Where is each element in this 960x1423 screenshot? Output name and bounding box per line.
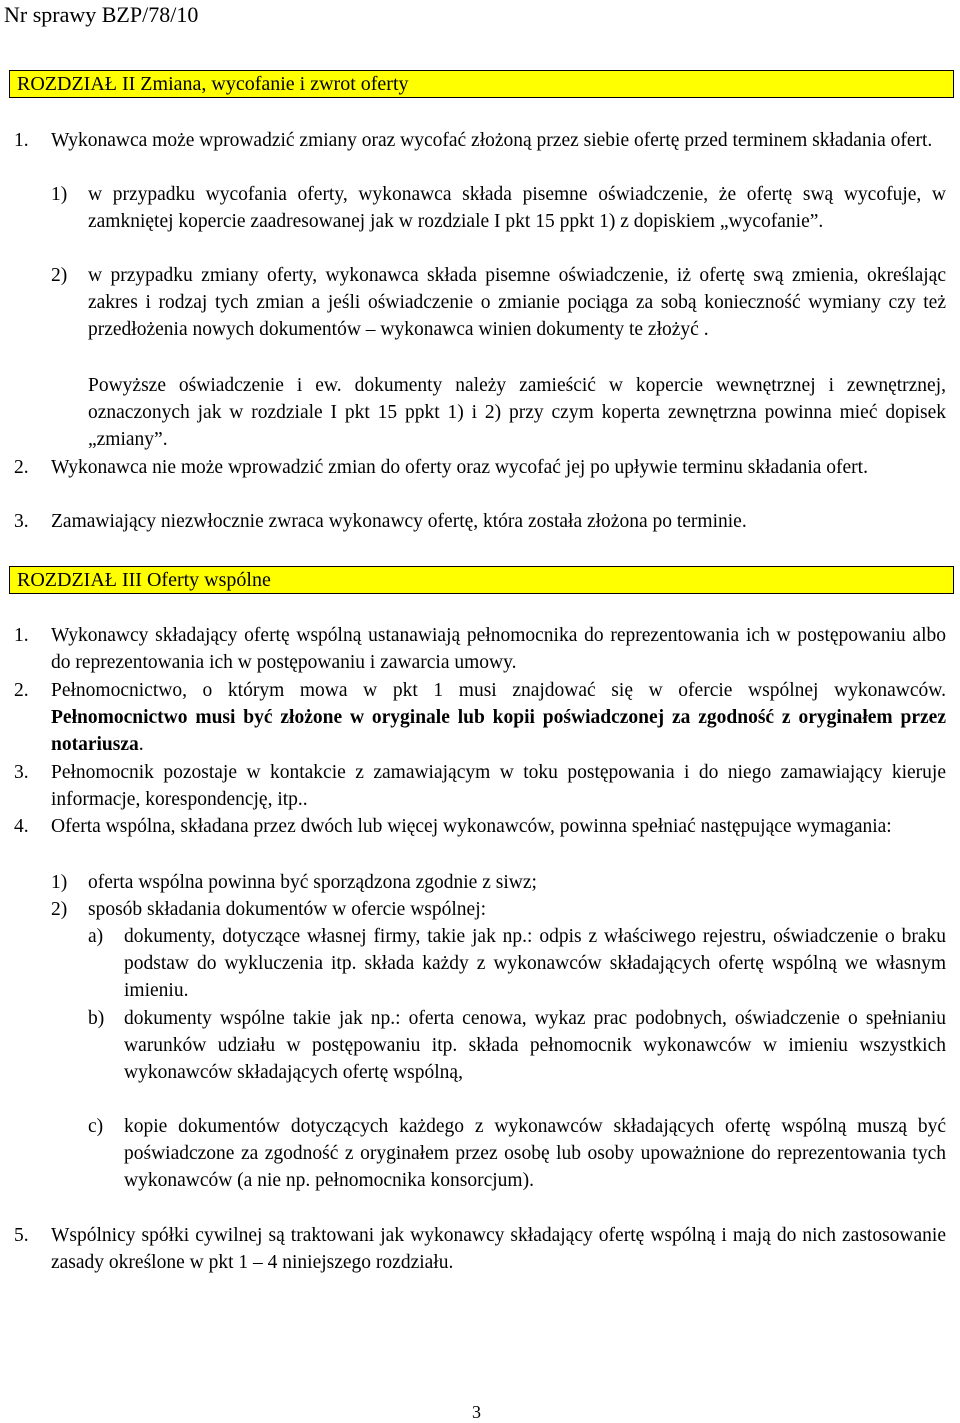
paragraph: Zamawiający niezwłocznie zwraca wykonawcy ofertę, która została złożona po terminie. [51, 511, 747, 532]
paragraph: Wykonawcy składający ofertę wspólną ustanawiają pełnomocnika do reprezentowania ich w postępowaniu albo do reprezentowania ich w postępowaniu i zawarcia umowy. [51, 625, 946, 673]
ch2-point-3 [14, 508, 946, 535]
paragraph: w przypadku zmiany oferty, wykonawca składa pisemne oświadczenie, iż ofertę swą zmienia, określając zakres i rodzaj tych zmian a jeśli oświadczenie o zmianie pociąga za sobą konieczność wymiany czy też przedłożenia nowych dokumentów – wykonawca winien dokumenty te złożyć . [88, 265, 946, 340]
paragraph-bold-text: Pełnomocnictwo musi być złożone w oryginale lub kopii poświadczonej za zgodność z oryginałem przez notariusza [51, 707, 946, 755]
list-number: 2. [14, 457, 29, 478]
paragraph: Wspólnicy spółki cywilnej są traktowani jak wykonawcy składający ofertę wspólną i mają do nich zastosowanie zasady określone w pkt 1 – 4 niniejszego rozdziału. [51, 1225, 946, 1273]
ch3-point-1 [14, 622, 946, 676]
paragraph: Powyższe oświadczenie i ew. dokumenty należy zamieścić w kopercie wewnętrznej i zewnętrznej, oznaczonych jak w rozdziale I pkt 15 ppkt 1) i 2) przy czym koperta zewnętrzna powinna mieć dopisek „zmiany”. [88, 375, 946, 450]
list-letter: b) [88, 1008, 105, 1029]
paragraph: dokumenty wspólne takie jak np.: oferta cenowa, wykaz prac podobnych, oświadczenie o spełnianiu warunków udziału w postępowaniu itp. składa pełnomocnik wykonawców w imieniu wszystkich wykonawców składających ofertę wspólną, [124, 1008, 946, 1083]
ch2-point-1 [14, 127, 946, 154]
list-number: 1) [51, 872, 68, 893]
paragraph: w przypadku wycofania oferty, wykonawca składa pisemne oświadczenie, że ofertę swą wycofuje, w zamkniętej kopercie zaadresowanej jak w rozdziale I pkt 15 ppkt 1) z dopiskiem „wycofanie”. [88, 184, 946, 232]
list-letter: c) [88, 1116, 104, 1137]
ch3-point-4-2 [51, 896, 946, 923]
ch3-point-2 [14, 677, 946, 758]
page-number: 3 [472, 1402, 481, 1422]
list-letter: a) [88, 926, 104, 947]
ch3-point-4-2-b [88, 1005, 946, 1086]
list-number: 4. [14, 816, 29, 837]
list-number: 2) [51, 265, 68, 286]
paragraph: sposób składania dokumentów w ofercie wspólnej: [88, 899, 487, 920]
paragraph: Wykonawca może wprowadzić zmiany oraz wycofać złożoną przez siebie ofertę przed terminem składania ofert. [51, 130, 933, 151]
ch2-point-1-note [51, 372, 946, 453]
paragraph: kopie dokumentów dotyczących każdego z wykonawców składających ofertę wspólną muszą być poświadczone za zgodność z oryginałem przez osobę lub osoby upoważnione do reprezentowania tych wykonawców (a nie np. pełnomocnika konsorcjum). [124, 1116, 946, 1191]
chapter-2-heading [9, 70, 954, 98]
ch3-point-3 [14, 759, 946, 813]
list-number: 3. [14, 511, 29, 532]
paragraph [51, 677, 946, 758]
ch2-point-2 [14, 454, 946, 481]
list-number: 1. [14, 130, 29, 151]
ch3-point-4-2-a [88, 923, 946, 1004]
list-number: 1. [14, 625, 29, 646]
chapter-2-title: ROZDZIAŁ II Zmiana, wycofanie i zwrot oferty [17, 73, 409, 95]
paragraph: dokumenty, dotyczące własnej firmy, takie jak np.: odpis z właściwego rejestru, oświadczenie o braku podstaw do wykluczenia itp. składa każdy z wykonawców składających ofertę wspólną we własnym imieniu. [124, 926, 946, 1001]
ch3-point-4-1 [51, 869, 946, 896]
list-number: 5. [14, 1225, 29, 1246]
ch2-point-1-2 [51, 262, 946, 343]
ch3-point-4-2-c [88, 1113, 946, 1194]
paragraph: oferta wspólna powinna być sporządzona zgodnie z siwz; [88, 872, 537, 893]
ch3-point-5 [14, 1222, 946, 1276]
list-number: 2. [14, 680, 29, 701]
chapter-3-heading [9, 566, 954, 594]
paragraph: Oferta wspólna, składana przez dwóch lub więcej wykonawców, powinna spełniać następujące wymagania: [51, 816, 892, 837]
list-number: 1) [51, 184, 68, 205]
list-number: 2) [51, 899, 68, 920]
ch3-point-4 [14, 813, 946, 840]
chapter-3-title: ROZDZIAŁ III Oferty wspólne [17, 569, 271, 591]
paragraph: Wykonawca nie może wprowadzić zmian do oferty oraz wycofać jej po upływie terminu składania ofert. [51, 457, 868, 478]
ch2-point-1-1 [51, 181, 946, 235]
paragraph-end: . [138, 734, 144, 755]
list-number: 3. [14, 762, 29, 783]
paragraph: Pełnomocnik pozostaje w kontakcie z zamawiającym w toku postępowania i do niego zamawiający kieruje informacje, korespondencję, itp.. [51, 762, 946, 810]
paragraph-text: Pełnomocnictwo, o którym mowa w pkt 1 musi znajdować się w ofercie wspólnej wykonawców. [51, 680, 946, 701]
document-number: Nr sprawy BZP/78/10 [4, 2, 199, 27]
